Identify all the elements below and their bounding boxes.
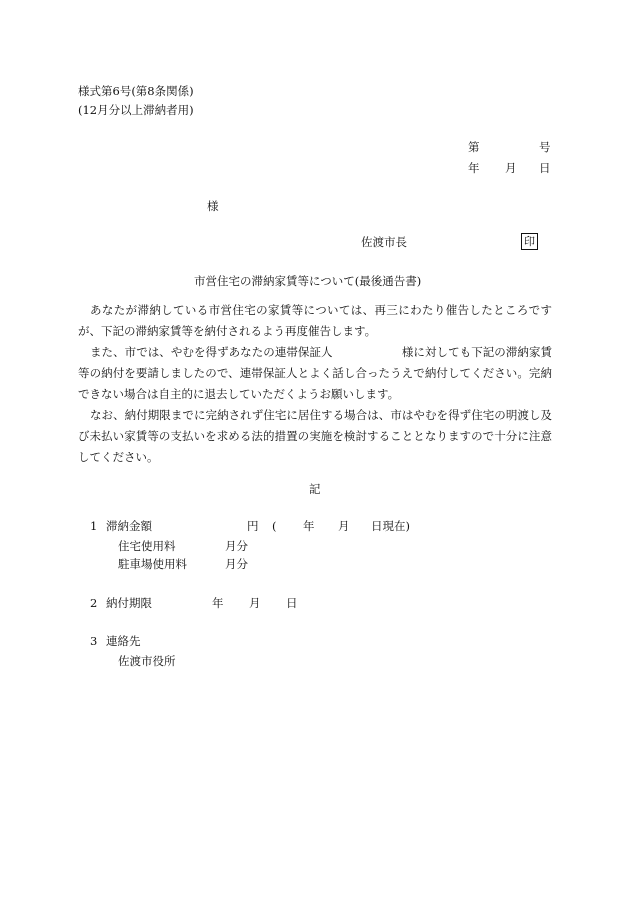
doc-date-day: 日 xyxy=(539,161,551,175)
item2-year: 年 xyxy=(212,596,224,610)
item2-number: 2 xyxy=(90,596,98,610)
form-number: 様式第6号(第8条関係) xyxy=(78,84,194,98)
form-scope: (12月分以上滞納者用) xyxy=(78,103,194,117)
item1-parking-unit: 月分 xyxy=(225,557,248,571)
item1-number: 1 xyxy=(90,519,98,533)
item3-number: 3 xyxy=(90,634,98,648)
item2-month: 月 xyxy=(249,596,261,610)
item3-label: 連絡先 xyxy=(106,634,141,648)
item2-day: 日 xyxy=(286,596,298,610)
notice-title: 市営住宅の滞納家賃等について(最後通告書) xyxy=(194,274,422,288)
item1-year: 年 xyxy=(303,519,315,533)
recipient-honorific: 様 xyxy=(207,199,219,213)
item1-yen: 円 xyxy=(247,519,259,533)
item1-label: 滞納金額 xyxy=(106,519,152,533)
ki-heading: 記 xyxy=(309,482,321,496)
official-seal: 印 xyxy=(521,233,538,250)
doc-number-suffix: 号 xyxy=(539,140,551,154)
doc-number-prefix: 第 xyxy=(468,140,480,154)
body-paragraph-1: あなたが滞納している市営住宅の家賃等については、再三にわたり催告したところですが、下記の滞納家賃等を納付されるよう再度催告します。 xyxy=(78,303,552,338)
item1-housing-unit: 月分 xyxy=(225,539,248,553)
item1-month: 月 xyxy=(338,519,350,533)
doc-date-year: 年 xyxy=(468,161,480,175)
doc-date-month: 月 xyxy=(505,161,517,175)
item3-value: 佐渡市役所 xyxy=(118,654,176,668)
item1-day-as-of: 日現在) xyxy=(371,519,410,533)
issuer-title: 佐渡市長 xyxy=(361,235,407,249)
body-paragraph-3: なお、納付期限までに完納されず住宅に居住する場合は、市はやむを得ず住宅の明渡し及び未払い家賃等の支払いを求める法的措置の実施を検討することとなりますので十分に注意してください。 xyxy=(78,408,552,464)
item2-label: 納付期限 xyxy=(106,596,152,610)
item1-housing-label: 住宅使用料 xyxy=(118,539,176,553)
body-paragraph-2: また、市では、やむを得ずあなたの連帯保証人 様に対しても下記の滞納家賃等の納付を要請しましたので、連帯保証人とよく話し合ったうえで納付してください。完納できない場合は自主的に退去していただくようお願いします。 xyxy=(78,345,552,401)
item1-paren-open: ( xyxy=(272,519,277,533)
item1-parking-label: 駐車場使用料 xyxy=(118,557,187,571)
